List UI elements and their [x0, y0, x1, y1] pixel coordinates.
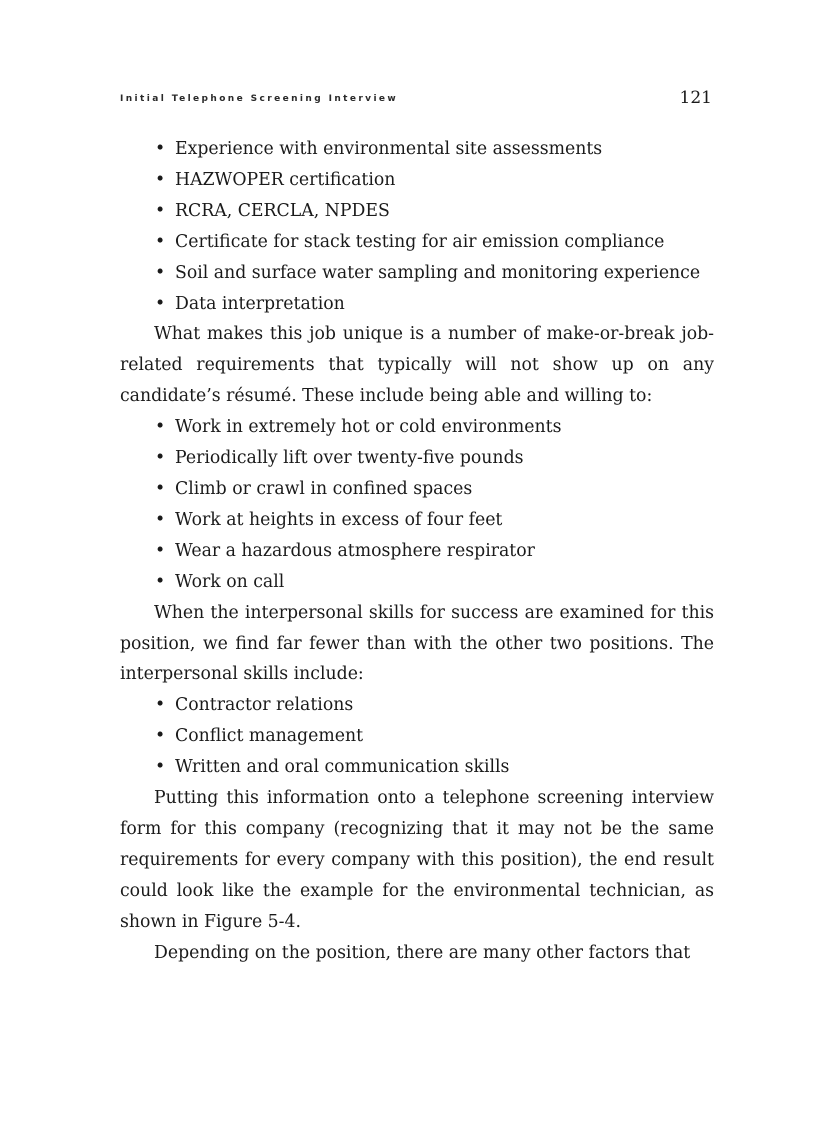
list-item: • Climb or crawl in confined spaces [155, 474, 714, 505]
bullet-icon: • [155, 478, 166, 499]
bullet-icon: • [155, 695, 166, 716]
job-requirements-list [120, 412, 714, 597]
list-item: • Wear a hazardous atmosphere respirator [155, 536, 714, 567]
list-item: • Data interpretation [155, 289, 714, 320]
bullet-icon: • [155, 231, 166, 252]
bullet-icon: • [155, 726, 166, 747]
paragraph-other-factors: Depending on the position, there are many other factors that [154, 942, 691, 963]
technical-requirements-list [120, 134, 714, 319]
bullet-icon: • [155, 448, 166, 469]
page-number: 121 [679, 88, 712, 108]
bullet-icon: • [155, 417, 166, 438]
bullet-icon: • [155, 509, 166, 530]
bullet-icon: • [155, 757, 166, 778]
running-head: Initial Telephone Screening Interview [120, 94, 399, 104]
bullet-icon: • [155, 200, 166, 221]
list-item: • Certificate for stack testing for air emission compliance [155, 227, 714, 258]
list-item: • Work on call [155, 567, 714, 598]
bullet-icon: • [155, 540, 166, 561]
list-item: • HAZWOPER certification [155, 165, 714, 196]
list-item: • Periodically lift over twenty-five pounds [155, 443, 714, 474]
paragraph-interpersonal-skills: When the interpersonal skills for success are examined for this position, we find far fewer than with the other two positions. The interpersonal skills include: [120, 602, 714, 685]
paragraph-screening-form: Putting this information onto a telephone screening interview form for this company (recognizing that it may not be the same requirements for every company with this position), the end result could look like the example for the environmental technician, as shown in Figure 5-4. [120, 788, 714, 932]
paragraph-unique-requirements: What makes this job unique is a number of make-or-break job-related requirements that typically will not show up on any candidate’s résumé. These include being able and willing to: [120, 324, 714, 407]
bullet-icon: • [155, 139, 166, 159]
list-item: • Work at heights in excess of four feet [155, 505, 714, 536]
list-item: • Written and oral communication skills [155, 752, 714, 783]
list-item: • Experience with environmental site assessments [155, 134, 714, 165]
list-item: • Conflict management [155, 721, 714, 752]
interpersonal-skills-list [120, 690, 714, 783]
list-item: • Soil and surface water sampling and monitoring experience [155, 258, 714, 289]
list-item: • Contractor relations [155, 690, 714, 721]
bullet-icon: • [155, 571, 166, 592]
list-item: • Work in extremely hot or cold environments [155, 412, 714, 443]
bullet-icon: • [155, 293, 166, 314]
list-item: • RCRA, CERCLA, NPDES [155, 196, 714, 227]
body-text [120, 134, 714, 968]
bullet-icon: • [155, 169, 166, 190]
bullet-icon: • [155, 262, 166, 283]
